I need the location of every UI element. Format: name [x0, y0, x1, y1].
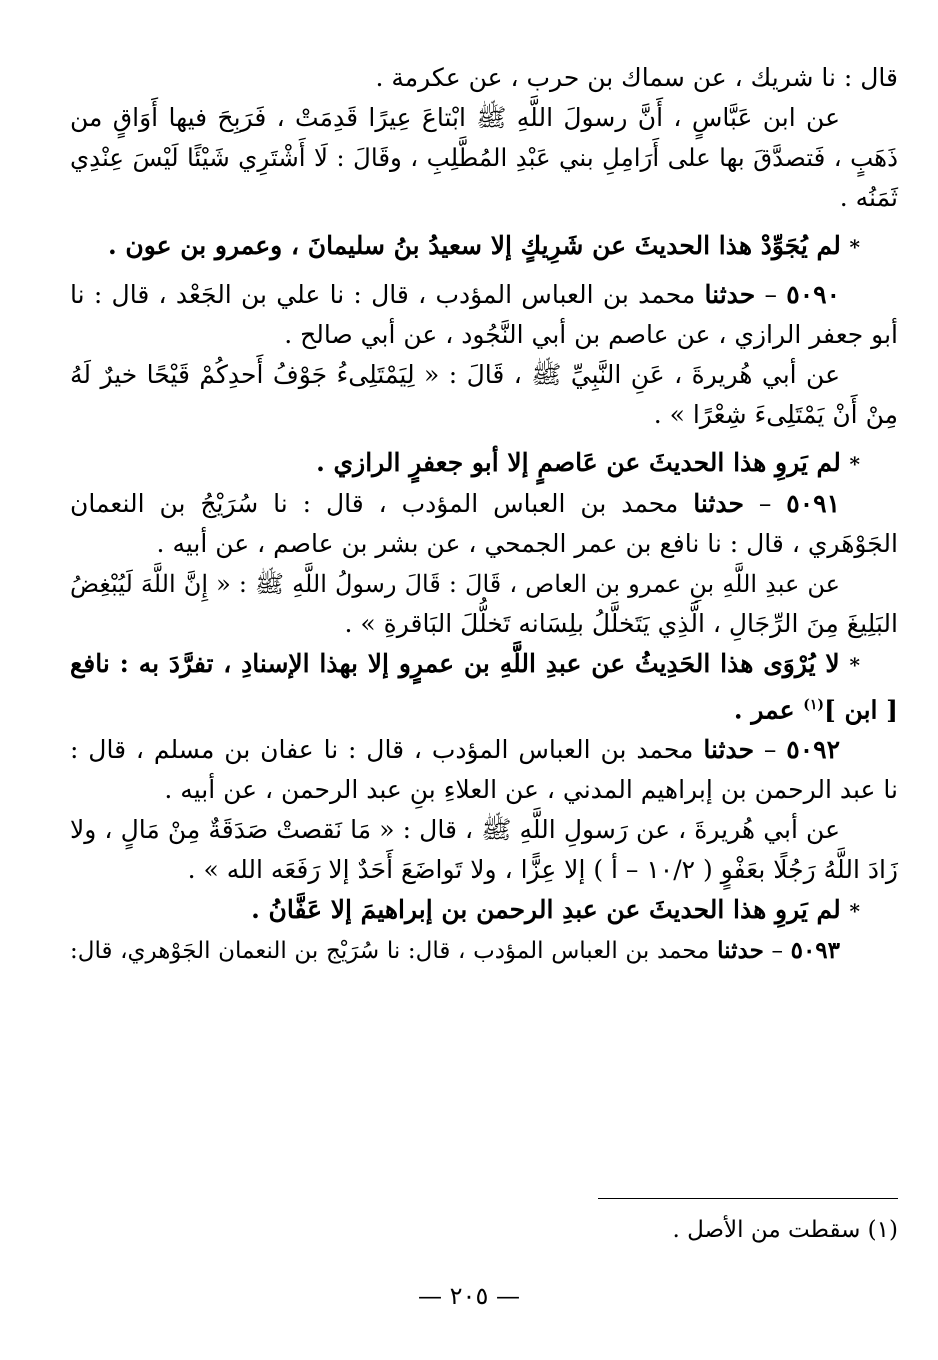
text-line: عن ابن عَبَّاسٍ ، أَنَّ رسولَ اللَّهِ ﷺ ابْتاعَ عِيرًا قَدِمَتْ ، فَرَبِحَ فيها أَوَاقٍ من: [70, 103, 840, 132]
isnad-text: محمد بن العباس المؤدب ، قال : نا سُرَيْجُ بن النعمان: [70, 489, 679, 518]
star-icon: *: [849, 653, 860, 677]
footnote-marker: (١): [867, 1217, 898, 1243]
hadith-note: [70, 443, 898, 484]
page-body: [70, 58, 898, 971]
haddathana-label: حدثنا: [704, 280, 756, 309]
footnote: [672, 1212, 898, 1248]
text-line: ذَهَبٍ ، فَتصدَّقَ بها على أَرَامِلِ بني عَبْدِ المُطَّلِبِ ، وقَالَ : لَا أَشْتَرِي شَيْئًا لَيْسَ عِنْدِي: [70, 143, 898, 172]
footnote-divider: [598, 1198, 898, 1199]
footnote-text: سقطت من الأصل .: [672, 1217, 861, 1243]
text-line: نا عبد الرحمن بن إبراهيم المدني ، عن العلاءِ بنِ عبد الرحمن ، عن أبيه .: [164, 775, 898, 805]
text-line: عن عبدِ اللَّهِ بنِ عمرو بن العاص ، قَالَ : قَالَ رسولُ اللَّهِ ﷺ : « إِنَّ اللَّهَ لَيُبْغِضُ: [70, 570, 840, 598]
text-line: عن أبي هُريرةَ ، عن رَسولِ اللَّهِ ﷺ ، قال : « مَا نَقصتْ صَدَقَةٌ مِنْ مَالٍ ، ولا: [70, 815, 840, 845]
note-text: لا يُرْوَى هذا الحَدِيثُ عن عبدِ اللَّهِ بن عمرٍو إلا بهذا الإسنادِ ، تفرَّدَ به : نافع: [70, 649, 840, 678]
hadith-note-continued: [70, 685, 898, 730]
star-icon: *: [849, 235, 860, 259]
haddathana-label: حدثنا: [717, 937, 764, 965]
text-line: أبو جعفر الرازي ، عن عاصم بن أبي النَّجُود ، عن أبي صالح .: [284, 320, 898, 349]
hadith-heading-5093: [70, 931, 898, 971]
haddathana-label: حدثنا: [703, 735, 755, 765]
hadith-heading-5092: [70, 730, 898, 770]
note-text: عمر .: [733, 695, 795, 725]
note-text: لم يَروِ هذا الحديثَ عن عبدِ الرحمن بن إبراهيمَ إلا عَفَّانُ .: [251, 895, 841, 925]
dash: –: [758, 489, 772, 518]
bracketed-insertion: [ ابن ]: [824, 695, 898, 725]
note-text: لم يَروِ هذا الحديثَ عن عَاصمٍ إلا أبو جعفرٍ الرازي .: [316, 448, 841, 477]
hadith-number: ٥٠٩١: [786, 489, 841, 518]
star-icon: *: [849, 452, 860, 476]
note-text: لم يُجَوِّدْ هذا الحديثَ عن شَرِيكٍ إلا سعيدُ بنُ سليمانَ ، وعمرو بن عون .: [107, 231, 841, 260]
hadith-number: ٥٠٩٢: [786, 735, 840, 765]
dash: –: [763, 735, 777, 765]
text-line: الجَوْهَري ، قال : نا نافع بن عمر الجمحي ، عن بشر بن عاصم ، عن أبيه .: [156, 529, 898, 558]
star-icon: *: [849, 899, 860, 924]
text-line: عن أبي هُريرةَ ، عَنِ النَّبِيِّ ﷺ ، قَالَ : « لِيَمْتَلِىءُ جَوْفُ أَحدِكُمْ قَيْحًا خيرٌ لَهُ: [70, 360, 840, 389]
text-line: زَادَ اللَّهُ رَجُلًا بعَفْوٍ ( ١٠/٢ – أ ) إلا عِزًّا ، ولا تَواضَعَ أَحَدٌ إلا رَفَعَه الله » .: [187, 855, 898, 885]
hadith-note: [70, 890, 898, 931]
text-line: ثَمَنُه .: [839, 183, 898, 212]
isnad-text: محمد بن العباس المؤدب ، قال : نا علي بن الجَعْد ، قال : نا: [70, 280, 696, 309]
haddathana-label: حدثنا: [693, 489, 744, 518]
hadith-heading-5090: [70, 275, 898, 315]
page-number: — ٢٠٥ —: [418, 1282, 520, 1310]
text-line: مِنْ أَنْ يَمْتَلِىءَ شِعْرًا » .: [653, 400, 898, 429]
hadith-number: ٥٠٩٠: [786, 280, 841, 309]
dash: –: [764, 280, 778, 309]
isnad-text: محمد بن العباس المؤدب ، قال : نا عفان بن مسلم ، قال :: [70, 735, 694, 765]
hadith-heading-5091: [70, 484, 898, 524]
footnote-reference: (١): [803, 697, 824, 713]
dash: –: [771, 938, 783, 965]
isnad-text: محمد بن العباس المؤدب ، قال: نا سُرَيْج بن النعمان الجَوْهري، قال:: [70, 938, 710, 965]
hadith-note: [70, 226, 898, 267]
text-line: البَلِيغَ مِنَ الرِّجَالِ ، الَّذِي يَتَخلَّلُ بلِسَانه تَخلُّلَ البَاقرةِ » .: [344, 609, 898, 638]
hadith-note: [70, 644, 898, 685]
hadith-number: ٥٠٩٣: [790, 937, 841, 965]
text-line: قال : نا شريك ، عن سماك بن حرب ، عن عكرمة .: [375, 63, 898, 92]
